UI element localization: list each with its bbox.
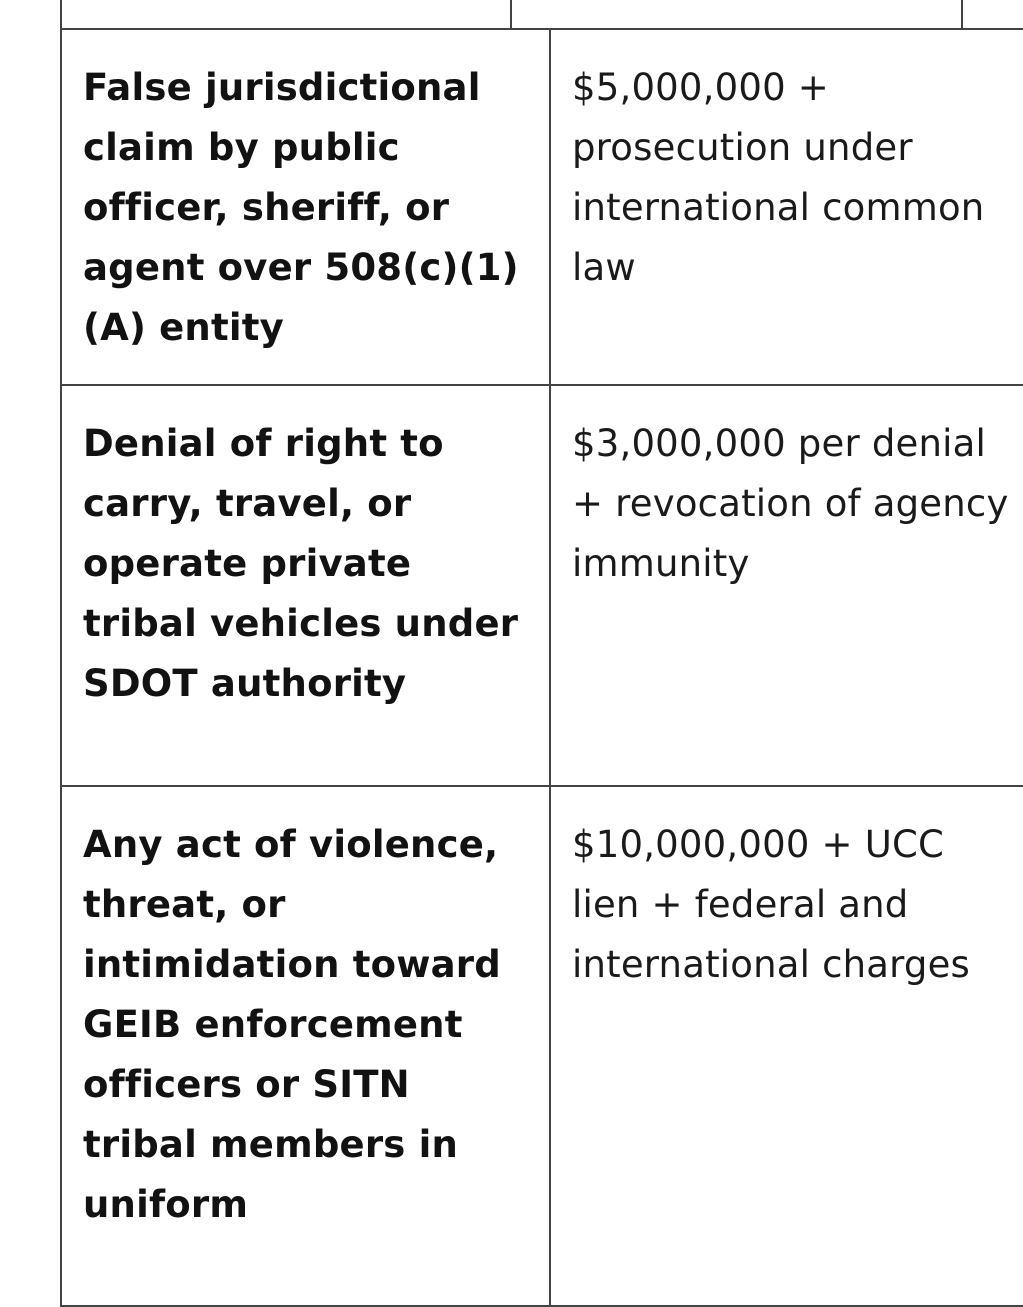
table-row	[61, 29, 1023, 385]
penalty-cell: $10,000,000 + UCC lien + federal and international charges	[550, 786, 1023, 1306]
table-border-stub-middle	[510, 0, 512, 30]
violation-cell: Any act of violence, threat, or intimidation toward GEIB enforcement officers or SITN tribal members in uniform	[61, 786, 550, 1306]
violation-cell: Denial of right to carry, travel, or operate private tribal vehicles under SDOT authority	[61, 385, 550, 786]
table-border-stub-left	[60, 0, 62, 30]
penalty-cell: $5,000,000 + prosecution under international common law	[550, 29, 1023, 385]
violation-cell: False jurisdictional claim by public officer, sheriff, or agent over 508(c)(1)(A) entity	[61, 29, 550, 385]
table-border-stub-right	[961, 0, 963, 30]
table-row	[61, 385, 1023, 786]
penalty-table	[60, 28, 1023, 1307]
penalty-cell: $3,000,000 per denial + revocation of agency immunity	[550, 385, 1023, 786]
table-row	[61, 786, 1023, 1306]
